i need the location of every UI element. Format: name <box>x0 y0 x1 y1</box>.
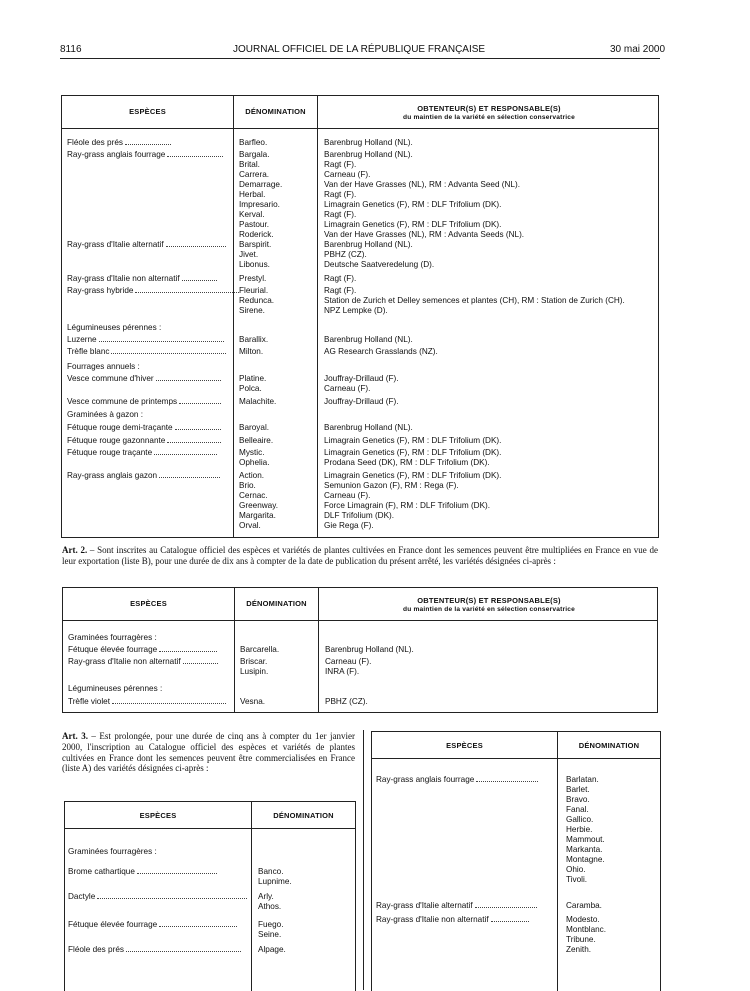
article-3-text: – Est prolongée, pour une durée de cinq ans à compter du 1er janvier 2000, l'inscription au Catalogue officiel des espèces et variétés de plantes cultivées en France dont les semences peuvent être commercialisées en France (liste A) des variétés désignées ci-après : <box>62 731 355 774</box>
col-header-denomination: DÉNOMINATION <box>246 599 307 608</box>
species-row: Trèfle violet <box>68 697 226 707</box>
col-header-especes: ESPÈCES <box>129 107 166 116</box>
denomination: Lupnime. <box>258 877 292 886</box>
article-3-label: Art. 3. <box>62 731 88 741</box>
col-header-obtenteur <box>318 104 660 122</box>
denomination: Demarrage. <box>239 180 283 189</box>
denomination: Mammout. <box>566 835 605 844</box>
col-header-especes: ESPÈCES <box>139 811 177 820</box>
journal-title: JOURNAL OFFICIEL DE LA RÉPUBLIQUE FRANÇAISE <box>233 44 486 55</box>
article-2-label: Art. 2. <box>62 545 88 555</box>
denomination: Athos. <box>258 902 282 911</box>
denomination: Ohio. <box>566 865 586 874</box>
denomination: Jivet. <box>239 250 259 259</box>
denomination: Montagne. <box>566 855 605 864</box>
denomination: Kerval. <box>239 210 265 219</box>
article-2-text: – Sont inscrites au Catalogue officiel des espèces et variétés de plantes cultivées en France dont les semences peuvent être multipliées en France en vue de leur exportation (liste B), pour une durée de dix ans à compter de la date de publication du présent arrêté, les variétés désignées ci-après : <box>62 545 658 566</box>
denomination: Ophelia. <box>239 458 270 467</box>
col-header-especes: ESPÈCES <box>130 599 167 608</box>
denomination: Carrera. <box>239 170 270 179</box>
denomination: Roderick. <box>239 230 274 239</box>
obtenteur: Jouffray-Drillaud (F). <box>324 374 399 383</box>
denomination: Barlet. <box>566 785 590 794</box>
species-row: Vesce commune de printemps <box>67 397 221 407</box>
header-divider <box>63 620 657 621</box>
denomination: Libonus. <box>239 260 270 269</box>
species-group-heading: Légumineuses pérennes : <box>68 684 163 693</box>
col-divider <box>557 732 558 991</box>
obtenteur: Prodana Seed (DK), RM : DLF Trifolium (DK). <box>324 458 490 467</box>
species-group-heading: Légumineuses pérennes : <box>67 323 162 332</box>
denomination: Mystic. <box>239 448 265 457</box>
species-row: Dactyle <box>68 892 247 902</box>
denomination: Fleurial. <box>239 286 269 295</box>
obtenteur: Carneau (F). <box>324 384 371 393</box>
obtenteur: NPZ Lempke (D). <box>324 306 388 315</box>
denomination: Caramba. <box>566 901 602 910</box>
table-4 <box>371 731 661 991</box>
denomination: Herbal. <box>239 190 266 199</box>
obtenteur: Barenbrug Holland (NL). <box>324 423 413 432</box>
denomination: Action. <box>239 471 265 480</box>
species-row: Ray-grass anglais fourrage <box>67 150 223 160</box>
col-divider <box>233 96 234 537</box>
species-row: Ray-grass d'Italie alternatif <box>376 901 537 911</box>
obtenteur-title: OBTENTEUR(S) ET RESPONSABLE(S) <box>417 104 561 113</box>
col-divider <box>251 802 252 991</box>
denomination: Brio. <box>239 481 256 490</box>
denomination: Bargala. <box>239 150 270 159</box>
header-rule <box>60 58 660 59</box>
denomination: Malachite. <box>239 397 277 406</box>
species-row: Fétuque rouge demi-traçante <box>67 423 221 433</box>
denomination: Margarita. <box>239 511 276 520</box>
obtenteur: Force Limagrain (F), RM : DLF Trifolium (DK). <box>324 501 491 510</box>
obtenteur: Limagrain Genetics (F), RM : DLF Trifolium (DK). <box>324 436 502 445</box>
obtenteur: Ragt (F). <box>324 286 357 295</box>
obtenteur: Limagrain Genetics (F), RM : DLF Trifolium (DK). <box>324 220 502 229</box>
obtenteur: Station de Zurich et Delley semences et plantes (CH), RM : Station de Zurich (CH). <box>324 296 625 305</box>
denomination: Lusipin. <box>240 667 269 676</box>
obtenteur: Ragt (F). <box>324 190 357 199</box>
species-row: Ray-grass d'Italie non alternatif <box>68 657 218 667</box>
denomination: Cernac. <box>239 491 268 500</box>
denomination: Seine. <box>258 930 282 939</box>
col-header-denomination: DÉNOMINATION <box>273 811 334 820</box>
denomination: Impresario. <box>239 200 280 209</box>
obtenteur: Limagrain Genetics (F), RM : DLF Trifolium (DK). <box>324 200 502 209</box>
col-divider <box>317 96 318 537</box>
species-row: Ray-grass anglais gazon <box>67 471 220 481</box>
col-header-especes: ESPÈCES <box>446 741 483 750</box>
obtenteur: Van der Have Grasses (NL), RM : Advanta Seed (NL). <box>324 180 520 189</box>
denomination: Fanal. <box>566 805 589 814</box>
denomination: Vesna. <box>240 697 266 706</box>
denomination: Brital. <box>239 160 260 169</box>
obtenteur: DLF Trifolium (DK). <box>324 511 395 520</box>
species-row: Ray-grass anglais fourrage <box>376 775 538 785</box>
species-row: Ray-grass d'Italie non alternatif <box>67 274 217 284</box>
denomination: Prestyl. <box>239 274 267 283</box>
denomination: Banco. <box>258 867 284 876</box>
species-row: Brome cathartique <box>68 867 217 877</box>
obtenteur: AG Research Grasslands (NZ). <box>324 347 438 356</box>
species-group-heading: Graminées à gazon : <box>67 410 144 419</box>
species-row: Ray-grass d'Italie alternatif <box>67 240 226 250</box>
denomination: Belleaire. <box>239 436 274 445</box>
denomination: Zenith. <box>566 945 592 954</box>
obtenteur: Barenbrug Holland (NL). <box>325 645 414 654</box>
obtenteur: PBHZ (CZ). <box>324 250 367 259</box>
obtenteur: Deutsche Saatveredelung (D). <box>324 260 435 269</box>
denomination: Arly. <box>258 892 274 901</box>
obtenteur: Limagrain Genetics (F), RM : DLF Trifolium (DK). <box>324 448 502 457</box>
denomination: Montblanc. <box>566 925 607 934</box>
species-row: Fétuque élevée fourrage <box>68 645 217 655</box>
obtenteur: Carneau (F). <box>324 170 371 179</box>
page-number: 8116 <box>60 44 82 55</box>
denomination: Modesto. <box>566 915 600 924</box>
denomination: Barlatan. <box>566 775 599 784</box>
denomination: Greenway. <box>239 501 278 510</box>
obtenteur: Semunion Gazon (F), RM : Rega (F). <box>324 481 459 490</box>
obtenteur-subtitle: du maintien de la variété en sélection conservatrice <box>402 606 575 613</box>
denomination: Herbie. <box>566 825 593 834</box>
obtenteur: Ragt (F). <box>324 274 357 283</box>
species-group-heading: Graminées fourragères : <box>68 847 157 856</box>
page-date: 30 mai 2000 <box>610 44 666 55</box>
denomination: Sirene. <box>239 306 265 315</box>
species-row: Trèfle blanc <box>67 347 226 357</box>
denomination: Barallix. <box>239 335 269 344</box>
obtenteur: Ragt (F). <box>324 210 357 219</box>
denomination: Polca. <box>239 384 262 393</box>
obtenteur: Carneau (F). <box>325 657 372 666</box>
denomination: Fuego. <box>258 920 284 929</box>
denomination: Orval. <box>239 521 261 530</box>
denomination: Baroyal. <box>239 423 270 432</box>
species-group-heading: Fourrages annuels : <box>67 362 140 371</box>
obtenteur: Van der Have Grasses (NL), RM : Advanta Seeds (NL). <box>324 230 525 239</box>
denomination: Gallico. <box>566 815 594 824</box>
col-header-denomination: DÉNOMINATION <box>245 107 306 116</box>
obtenteur: Barenbrug Holland (NL). <box>324 150 413 159</box>
species-row: Fétuque rouge gazonnante <box>67 436 221 446</box>
obtenteur: Carneau (F). <box>324 491 371 500</box>
denomination: Barfleo. <box>239 138 268 147</box>
article-2 <box>62 545 658 567</box>
species-row: Vesce commune d'hiver <box>67 374 221 384</box>
col-header-obtenteur <box>319 596 659 614</box>
col-header-denomination: DÉNOMINATION <box>578 741 640 750</box>
denomination: Bravo. <box>566 795 590 804</box>
species-row: Ray-grass d'Italie non alternatif <box>376 915 529 925</box>
obtenteur: Gie Rega (F). <box>324 521 374 530</box>
denomination: Briscar. <box>240 657 268 666</box>
species-group-heading: Graminées fourragères : <box>68 633 157 642</box>
column-rule <box>363 730 364 990</box>
obtenteur-subtitle: du maintien de la variété en sélection conservatrice <box>402 114 575 121</box>
denomination: Tribune. <box>566 935 596 944</box>
obtenteur: Limagrain Genetics (F), RM : DLF Trifolium (DK). <box>324 471 502 480</box>
denomination: Tivoli. <box>566 875 588 884</box>
obtenteur: Ragt (F). <box>324 160 357 169</box>
species-row: Ray-grass hybride <box>67 286 239 296</box>
species-row: Fléole des prés <box>68 945 241 955</box>
species-row: Fétuque élevée fourrage <box>68 920 237 930</box>
species-row: Fléole des prés <box>67 138 171 148</box>
denomination: Barcarella. <box>240 645 280 654</box>
denomination: Milton. <box>239 347 264 356</box>
denomination: Barspirit. <box>239 240 272 249</box>
obtenteur-title: OBTENTEUR(S) ET RESPONSABLE(S) <box>417 596 561 605</box>
header-divider <box>65 828 355 829</box>
obtenteur: Jouffray-Drillaud (F). <box>324 397 399 406</box>
denomination: Markanta. <box>566 845 603 854</box>
obtenteur: Barenbrug Holland (NL). <box>324 138 413 147</box>
header-divider <box>372 758 660 759</box>
obtenteur: Barenbrug Holland (NL). <box>324 240 413 249</box>
header-divider <box>62 128 658 129</box>
species-row: Fétuque rouge traçante <box>67 448 217 458</box>
obtenteur: INRA (F). <box>325 667 360 676</box>
denomination: Pastour. <box>239 220 270 229</box>
obtenteur: PBHZ (CZ). <box>325 697 368 706</box>
denomination: Alpage. <box>258 945 286 954</box>
article-3 <box>62 731 355 774</box>
obtenteur: Barenbrug Holland (NL). <box>324 335 413 344</box>
species-row: Luzerne <box>67 335 224 345</box>
denomination: Redunca. <box>239 296 275 305</box>
denomination: Platine. <box>239 374 267 383</box>
